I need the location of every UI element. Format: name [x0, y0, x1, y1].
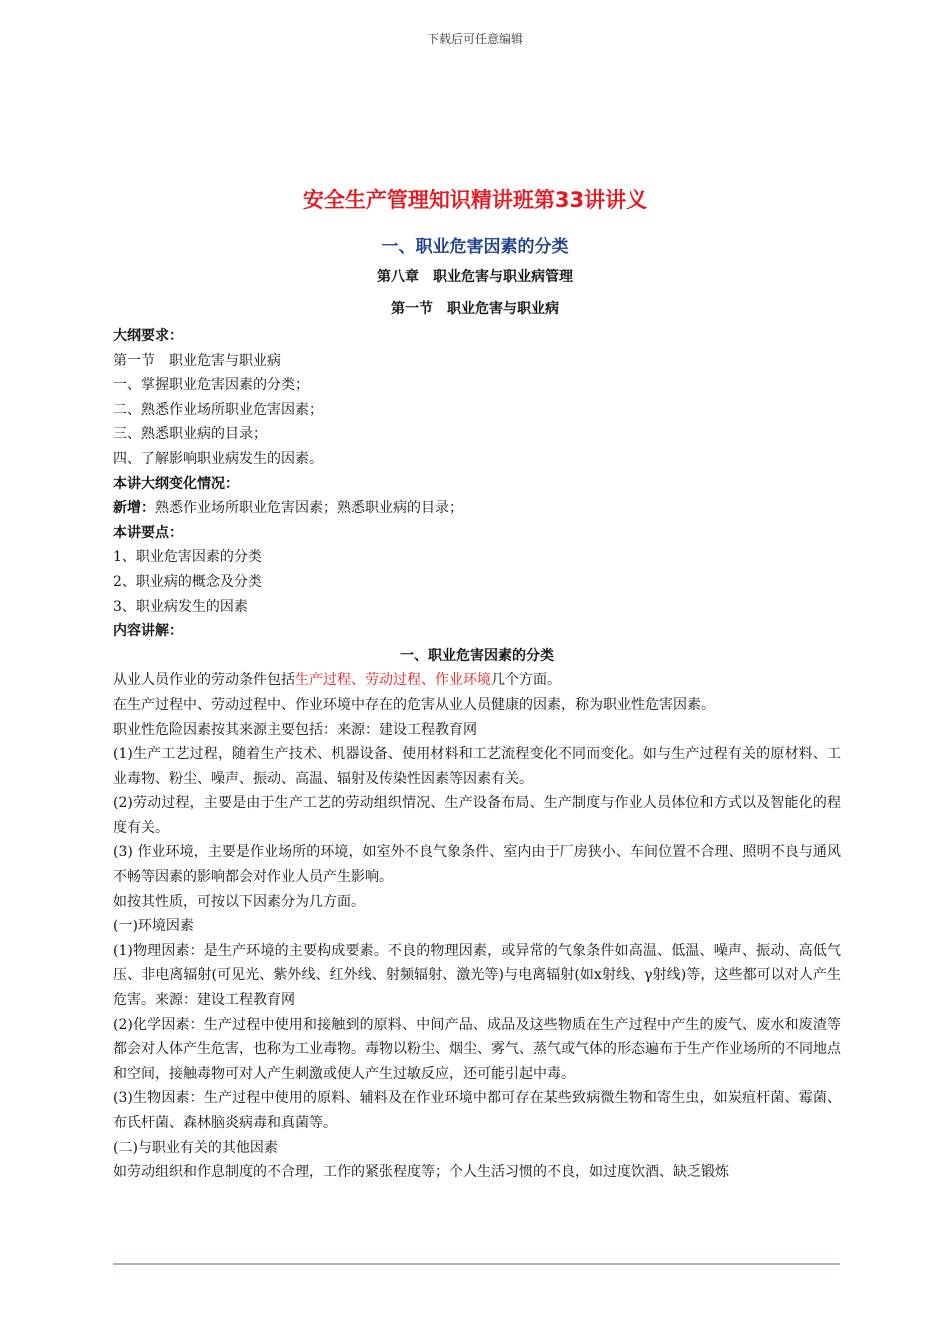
outline-item: 一、掌握职业危害因素的分类；: [113, 377, 309, 394]
lecture-paragraph: (一)环境因素: [113, 918, 194, 935]
key-point-item: 3、职业病发生的因素: [113, 598, 248, 615]
lecture-paragraph: (二)与职业有关的其他因素: [113, 1139, 278, 1156]
key-point-item: 1、职业危害因素的分类: [113, 549, 262, 566]
footer-divider: [113, 1263, 840, 1265]
lecture-paragraph: 如按其性质，可按以下因素分为几方面。: [113, 893, 365, 910]
key-point-item: 2、职业病的概念及分类: [113, 573, 262, 590]
lecture-paragraph: (2)劳动过程，主要是由于生产工艺的劳动组织情况、生产设备布局、生产制度与作业人员体位和方式以及智能化的程度有关。: [113, 795, 841, 836]
lecture-section-title: 一、职业危害因素的分类: [400, 647, 554, 664]
outline-item: 四、了解影响职业病发生的因素。: [113, 450, 323, 467]
outline-item: 三、熟悉职业病的目录；: [113, 426, 267, 443]
outline-item: 二、熟悉作业场所职业危害因素；: [113, 401, 323, 418]
lecture-paragraph: (2)化学因素：生产过程中使用和接触到的原料、中间产品、成品及这些物质在生产过程中产生的废气、废水和废渣等都会对人体产生危害，也称为工业毒物。毒物以粉尘、烟尘、雾气、蒸气或气体的形态遍布于生产作业场所的不同地点和空间，接触毒物可对人产生刺激或使人产生过敏反应，还可能引起中毒。: [113, 1016, 841, 1082]
lecture-paragraph: 如劳动组织和作息制度的不合理，工作的紧张程度等；个人生活习惯的不良，如过度饮酒、缺乏锻炼: [113, 1164, 729, 1181]
intro-after: 几个方面。: [491, 672, 561, 689]
changes-new-line: [113, 496, 841, 521]
outline-heading: 大纲要求：: [113, 328, 183, 344]
lecture-paragraph: 在生产过程中、劳动过程中、作业环境中存在的危害从业人员健康的因素，称为职业性危害因素。: [113, 696, 715, 713]
outline-item: 第一节 职业危害与职业病: [113, 352, 281, 369]
lecture-paragraph: (1)生产工艺过程，随着生产技术、机器设备、使用材料和工艺流程变化不同而变化。如与生产过程有关的原材料、工业毒物、粉尘、噪声、振动、高温、辐射及传染性因素等因素有关。: [113, 746, 841, 787]
lecture-paragraph: (3)生物因素：生产过程中使用的原料、辅料及在作业环境中都可存在某些致病微生物和寄生虫，如炭疽杆菌、霉菌、布氏杆菌、森林脑炎病毒和真菌等。: [113, 1090, 841, 1131]
document-subtitle: 一、职业危害因素的分类: [381, 237, 569, 257]
new-text: 熟悉作业场所职业危害因素；熟悉职业病的目录；: [155, 500, 463, 517]
header-note: 下载后可任意编辑: [426, 32, 523, 46]
document-title: 安全生产管理知识精讲班第33讲讲义: [302, 188, 648, 212]
changes-heading: 本讲大纲变化情况：: [113, 475, 239, 492]
document-body: [113, 324, 841, 1185]
intro-highlight: 生产过程、劳动过程、作业环境: [295, 672, 491, 689]
chapter-heading: 第八章 职业危害与职业病管理: [377, 269, 573, 285]
key-points-heading: 本讲要点：: [113, 524, 183, 541]
lecture-paragraph-intro: [113, 668, 841, 693]
lecture-paragraph: 职业性危险因素按其来源主要包括：来源：建设工程教育网: [113, 721, 477, 738]
lecture-paragraph: (1)物理因素：是生产环境的主要构成要素。不良的物理因素，或异常的气象条件如高温、低温、噪声、振动、高低气压、非电离辐射(可见光、紫外线、红外线、射频辐射、激光等)与电离辐射(如x射线、γ射线)等，这些都可以对人产生危害。来源：建设工程教育网: [113, 942, 841, 1009]
new-label: 新增：: [113, 500, 155, 517]
intro-before: 从业人员作业的劳动条件包括: [113, 672, 295, 689]
lecture-heading: 内容讲解：: [113, 623, 183, 640]
section-heading: 第一节 职业危害与职业病: [391, 301, 559, 317]
lecture-paragraph: (3) 作业环境，主要是作业场所的环境，如室外不良气象条件、室内由于厂房狭小、车间位置不合理、照明不良与通风不畅等因素的影响都会对作业人员产生影响。: [113, 844, 841, 886]
